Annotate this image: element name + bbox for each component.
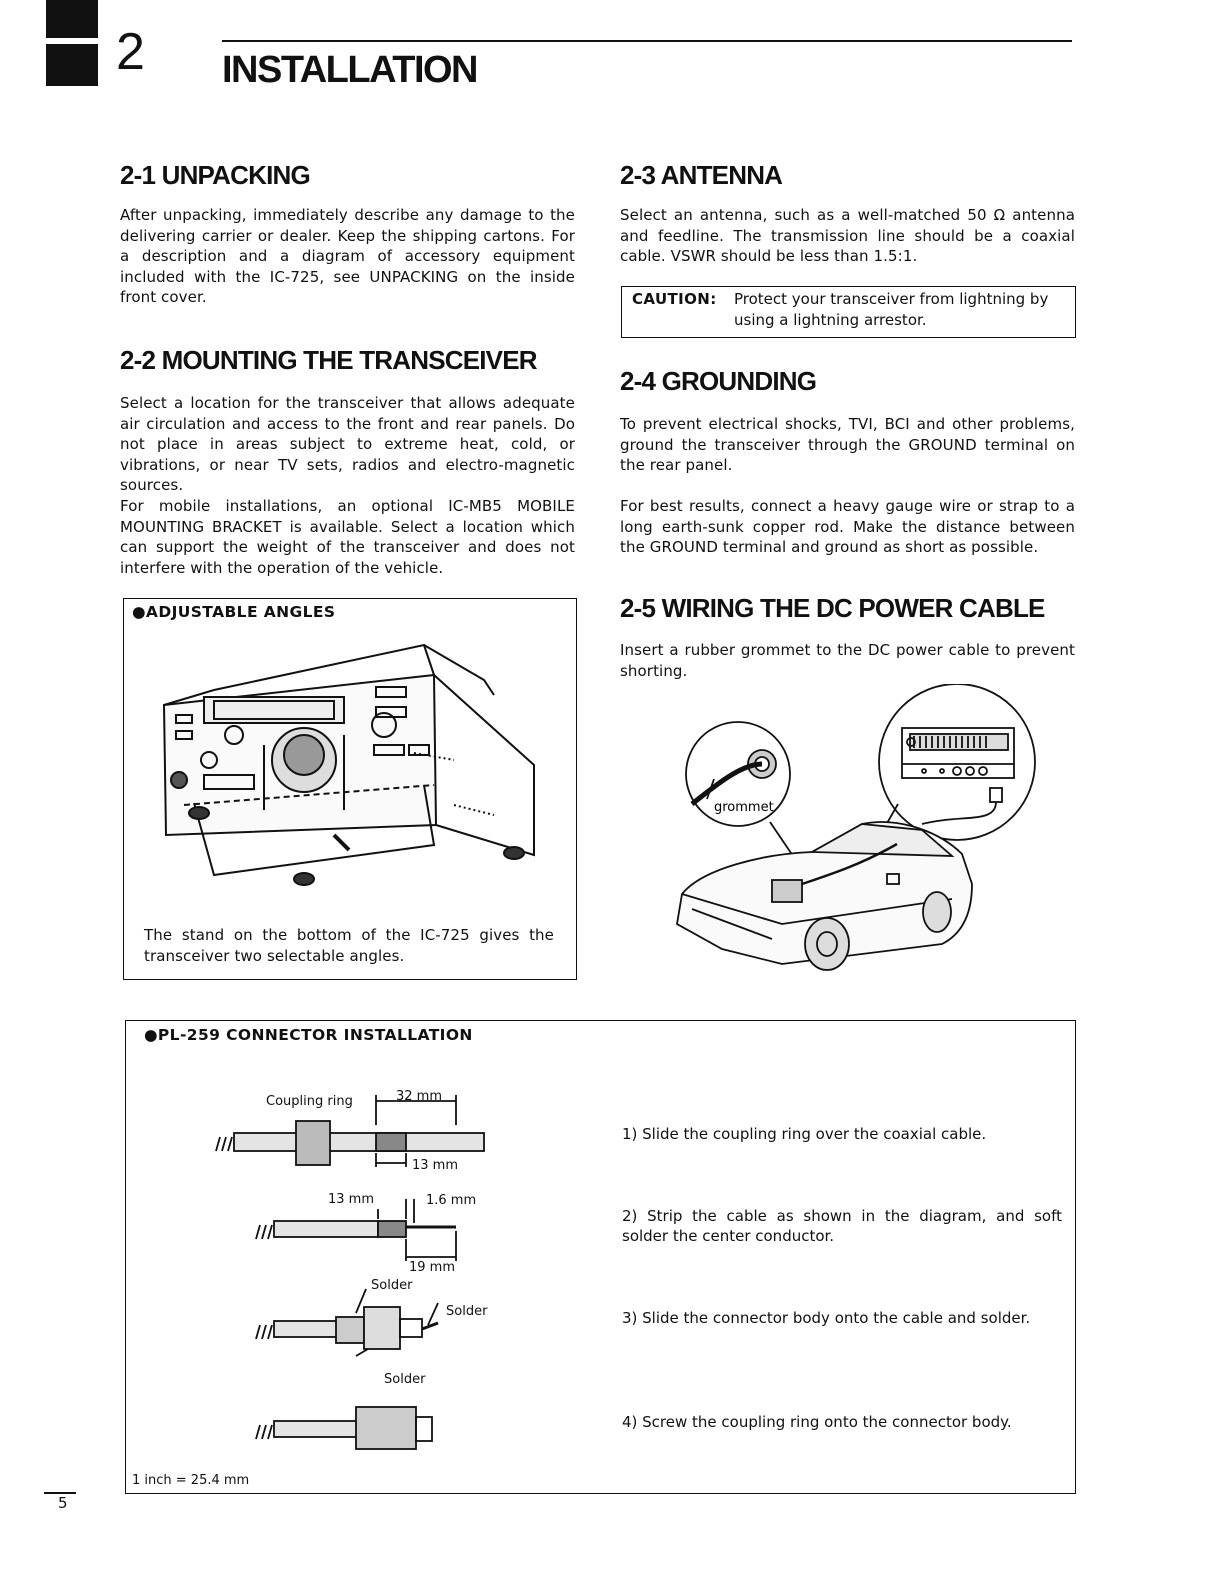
caution-box (621, 286, 1076, 338)
transceiver-illustration (154, 635, 554, 905)
heading-grounding: 2-4 GROUNDING (620, 366, 817, 396)
chapter-title: INSTALLATION (222, 49, 477, 91)
pl259-step-3: 3) Slide the connector body onto the cable and solder. (622, 1309, 1031, 1327)
label-13mm-a: 13 mm (412, 1158, 459, 1173)
pl259-step-2: 2) Strip the cable as shown in the diagram, and soft solder the center conductor. (622, 1207, 1062, 1245)
adjustable-angles-box (123, 598, 577, 980)
car-wiring-illustration (662, 684, 1042, 984)
label-solder-2: Solder (446, 1304, 488, 1319)
label-32mm: 32 mm (396, 1089, 443, 1104)
adjustable-angles-caption: The stand on the bottom of the IC-725 gives the transceiver two selectable angles. (144, 926, 554, 965)
dc-cable-body: Insert a rubber grommet to the DC power cable to prevent shorting. (620, 641, 1075, 680)
grounding-body-1: To prevent electrical shocks, TVI, BCI and other problems, ground the transceiver through the GROUND terminal on the rear panel. (620, 415, 1075, 474)
label-1-6mm: 1.6 mm (426, 1193, 477, 1208)
chapter-number: 2 (116, 23, 145, 81)
caution-text: Protect your transceiver from lightning by using a lightning arrestor. (734, 290, 1049, 329)
unpacking-body: After unpacking, immediately describe any damage to the delivering carrier or dealer. Keep the shipping cartons. For a description and a diagram of accessory equipment included with the IC-725, see UNPACKING on the inside front cover. (120, 206, 575, 306)
mounting-body-1: Select a location for the transceiver that allows adequate air circulation and access to the front and rear panels. Do not place in areas subject to extreme heat, cold, or vibrations, or near TV sets, radios and electro-magnetic sources. (120, 394, 575, 494)
pl259-box (125, 1020, 1076, 1494)
pl259-footnote: 1 inch = 25.4 mm (132, 1473, 250, 1488)
label-13mm-b: 13 mm (328, 1192, 375, 1207)
label-solder-3: Solder (384, 1372, 426, 1387)
grounding-body-2: For best results, connect a heavy gauge wire or strap to a long earth-sunk copper rod. Make the distance between the GROUND terminal and ground as short as possible. (620, 497, 1075, 556)
heading-unpacking: 2-1 UNPACKING (120, 160, 310, 190)
grommet-label: grommet (714, 800, 774, 815)
page-number: 5 (58, 1494, 68, 1512)
caution-label: CAUTION: (632, 290, 717, 308)
label-solder-1: Solder (371, 1278, 413, 1293)
pl259-step-1: 1) Slide the coupling ring over the coaxial cable. (622, 1125, 987, 1143)
antenna-body: Select an antenna, such as a well-matched 50 Ω antenna and feedline. The transmission line should be a coaxial cable. VSWR should be less than 1.5:1. (620, 206, 1075, 265)
adjustable-angles-title: ●ADJUSTABLE ANGLES (132, 603, 336, 621)
heading-antenna: 2-3 ANTENNA (620, 160, 783, 190)
mounting-body-2: For mobile installations, an optional IC-MB5 MOBILE MOUNTING BRACKET is available. Select a location which can support the weight of the transceiver and does not interfere with the operation of the vehicle. (120, 497, 575, 577)
chapter-rule (222, 40, 1072, 42)
heading-dc-cable: 2-5 WIRING THE DC POWER CABLE (620, 593, 1045, 623)
heading-mounting: 2-2 MOUNTING THE TRANSCEIVER (120, 345, 537, 375)
label-19mm: 19 mm (409, 1260, 456, 1275)
pl259-title: ●PL-259 CONNECTOR INSTALLATION (144, 1026, 473, 1044)
pl259-step-4: 4) Screw the coupling ring onto the connector body. (622, 1413, 1012, 1431)
pl259-diagram (206, 1081, 506, 1461)
label-coupling-ring: Coupling ring (266, 1094, 353, 1109)
chapter-marker-gap (46, 38, 98, 44)
